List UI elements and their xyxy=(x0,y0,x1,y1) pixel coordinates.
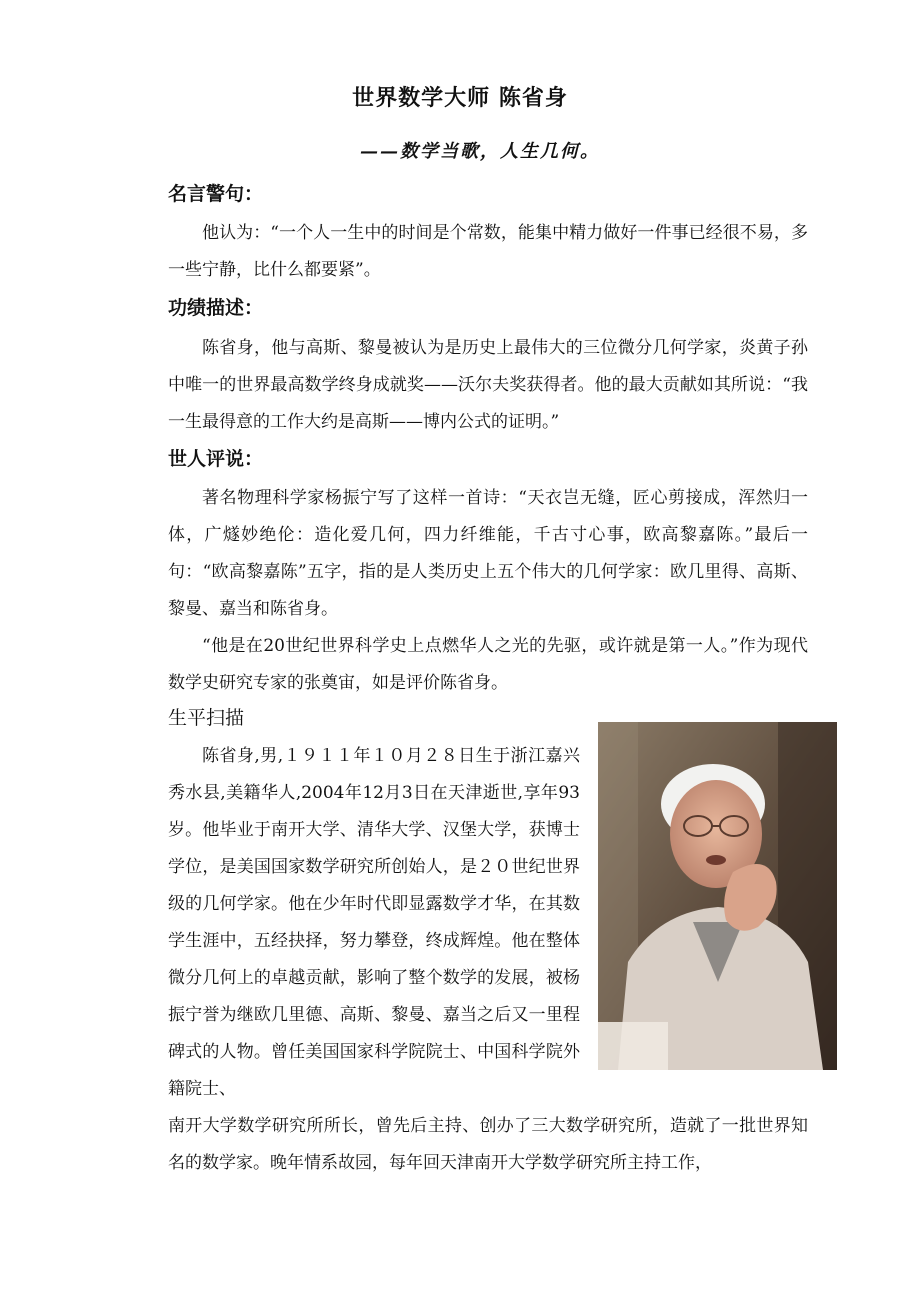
paragraph-biography-full: 南开大学数学研究所所长，曾先后主持、创办了三大数学研究所，造就了一批世界知名的数学家。晚年情系故园，每年回天津南开大学数学研究所主持工作， xyxy=(168,1116,808,1173)
portrait-photo xyxy=(598,722,837,1070)
document-subtitle: ——数学当歌，人生几何。 xyxy=(360,141,600,162)
document-title: 世界数学大师 陈省身 xyxy=(352,86,568,111)
heading-comments: 世人评说： xyxy=(168,448,264,470)
heading-achievements: 功绩描述： xyxy=(168,297,264,319)
paragraph-biography-wrapped: 陈省身,男,１９１１年１０月２８日生于浙江嘉兴秀水县,美籍华人,2004年12月3日在天津逝世,享年93岁。他毕业于南开大学、清华大学、汉堡大学，获博士学位，是美国国家数学研究所创始人，是２０世纪世界级的几何学家。他在少年时代即显露数学才华，在其数学生涯中，五经抉择，努力攀登，终成辉煌。他在整体微分几何上的卓越贡献，影响了整个数学的发展，被杨振宁誉为继欧几里德、高斯、黎曼、嘉当之后又一里程碑式的人物。曾任美国国家科学院院士、中国科学院外籍院士、 xyxy=(168,746,580,1099)
paragraph-quote: 他认为：“一个人一生中的时间是个常数，能集中精力做好一件事已经很不易，多一些宁静，比什么都要紧”。 xyxy=(168,223,808,280)
heading-biography: 生平扫描 xyxy=(168,707,245,729)
portrait-photo-icon xyxy=(598,722,837,1070)
heading-quote: 名言警句： xyxy=(168,183,264,205)
paragraph-achievements: 陈省身，他与高斯、黎曼被认为是历史上最伟大的三位微分几何学家，炎黄子孙中唯一的世界最高数学终身成就奖——沃尔夫奖获得者。他的最大贡献如其所说：“我一生最得意的工作大约是高斯——博内公式的证明。” xyxy=(168,338,808,432)
paragraph-comments-2: “他是在20世纪世界科学史上点燃华人之光的先驱，或许就是第一人。”作为现代数学史研究专家的张奠宙，如是评价陈省身。 xyxy=(168,636,808,693)
paragraph-comments-1: 著名物理科学家杨振宁写了这样一首诗：“天衣岂无缝，匠心剪接成，浑然归一体，广燧妙绝伦：造化爱几何，四力纤维能，千古寸心事，欧高黎嘉陈。”最后一句：“欧高黎嘉陈”五字，指的是人类历史上五个伟大的几何学家：欧几里得、高斯、黎曼、嘉当和陈省身。 xyxy=(168,488,808,619)
